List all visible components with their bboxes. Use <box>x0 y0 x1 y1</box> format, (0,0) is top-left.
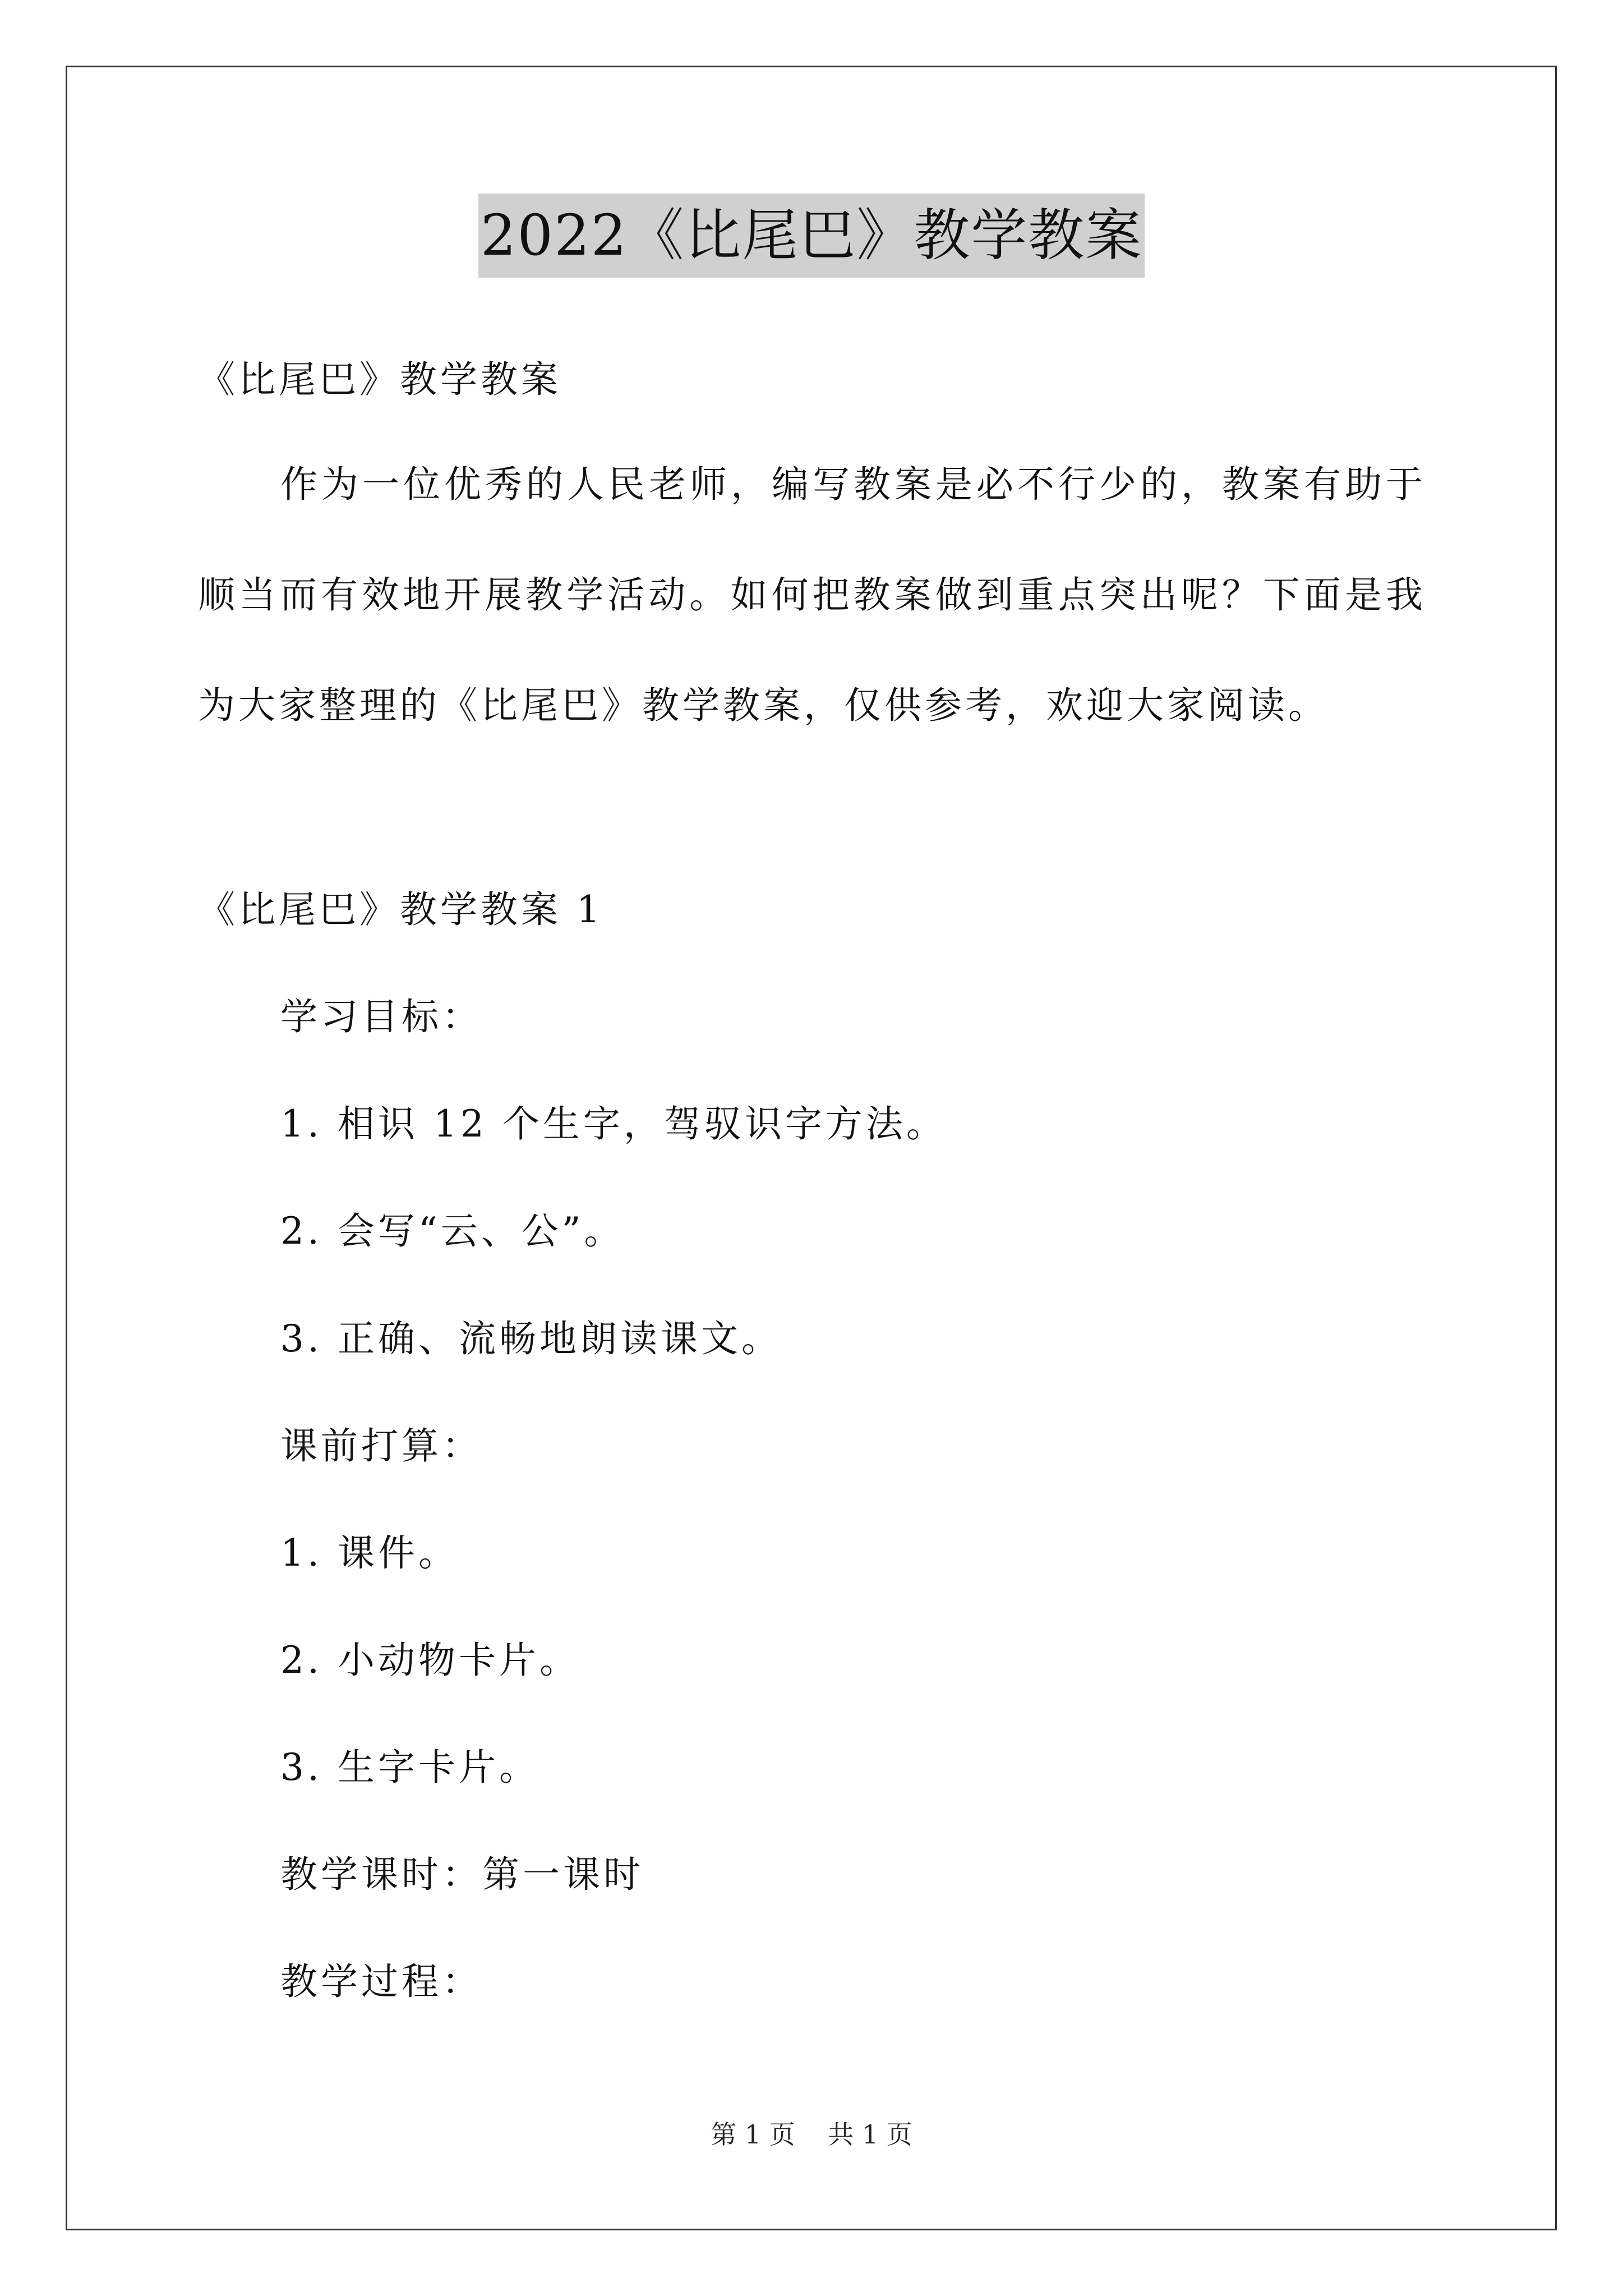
lesson-period: 教学课时：第一课时 <box>280 1853 644 1896</box>
process-label: 教学过程： <box>280 1960 482 2003</box>
page-footer: 第 1 页 共 1 页 <box>711 2119 912 2150</box>
goal-item: 1. 相识 12 个生字，驾驭识字方法。 <box>280 1102 947 1145</box>
prep-label: 课前打算： <box>280 1424 482 1467</box>
prep-item: 1. 课件。 <box>280 1531 459 1575</box>
prep-item: 3. 生字卡片。 <box>280 1746 540 1789</box>
intro-paragraph: 作为一位优秀的人民老师，编写教案是必不行少的，教案有助于顺当而有效地开展教学活动。如何把教案做到重点突出呢？下面是我为大家整理的《比尾巴》教学教案，仅供参考，欢迎大家阅读。 <box>198 463 1426 727</box>
goal-item: 2. 会写“云、公”。 <box>280 1209 625 1253</box>
prep-item: 2. 小动物卡片。 <box>280 1639 580 1682</box>
section-heading: 《比尾巴》教学教案 1 <box>198 888 603 931</box>
goals-label: 学习目标： <box>280 995 482 1038</box>
goal-item: 3. 正确、流畅地朗读课文。 <box>280 1317 782 1360</box>
document-title: 2022《比尾巴》教学教案 <box>478 194 1145 278</box>
subtitle: 《比尾巴》教学教案 <box>198 358 561 401</box>
title-container <box>0 194 1623 278</box>
